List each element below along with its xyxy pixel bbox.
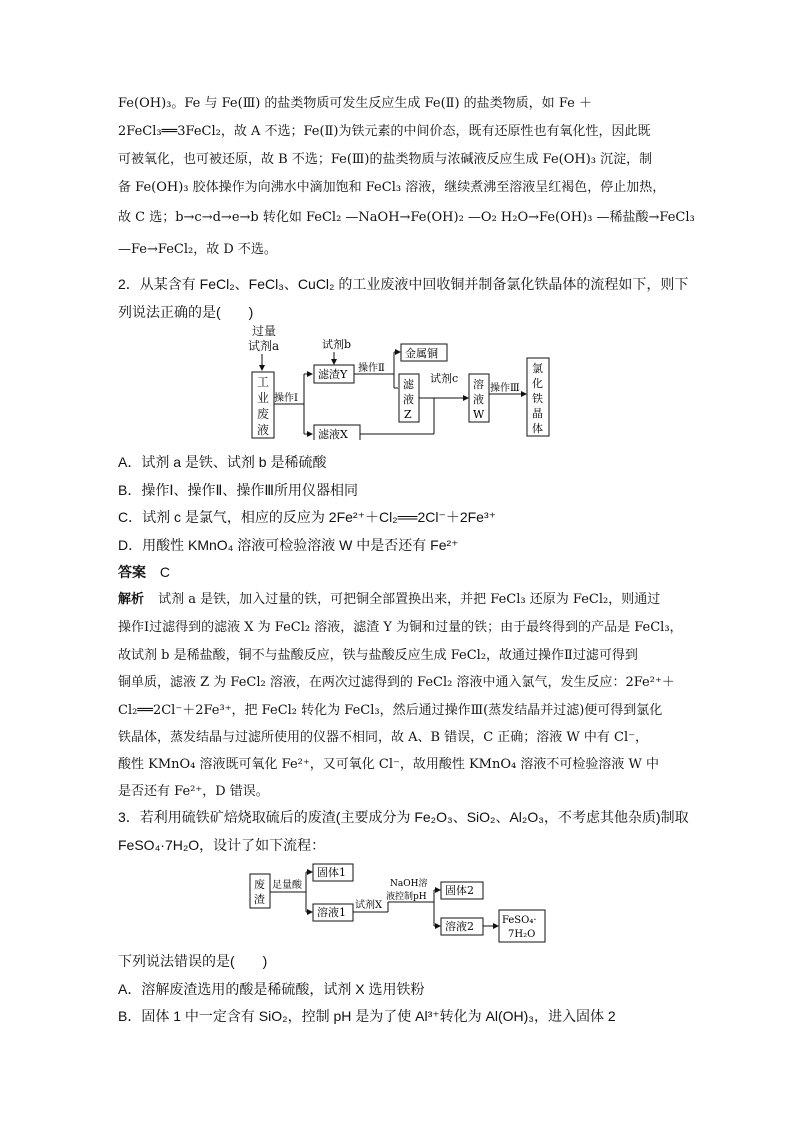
q3-naoh-line2: 液控制pH: [386, 892, 427, 902]
q2-solution-w-char: W: [473, 408, 485, 421]
q2-filtrate-z-char: Z: [404, 408, 412, 421]
q2-product-char: 化: [532, 377, 543, 390]
q2-filtrate-z-char: 液: [403, 393, 414, 406]
prev-solution-line-1: Fe(OH)₃。Fe 与 Fe(Ⅲ) 的盐类物质可发生反应生成 Fe(Ⅱ) 的盐类物质，如 Fe ＋: [118, 96, 592, 111]
q2-option-d: D．用酸性 KMnO₄ 溶液可检验溶液 W 中是否还有 Fe²⁺: [118, 537, 459, 553]
prev-solution-line-4: 备 Fe(OH)₃ 胶体操作为向沸水中滴加饱和 FeCl₃ 溶液，继续煮沸至溶液呈红褐色，停止加热，: [118, 180, 666, 195]
q2-product-char: 体: [532, 422, 543, 435]
q2-answer: [118, 562, 170, 582]
prev-solution-line-6: —Fe→FeCl₂，故 D 不选。: [118, 242, 277, 257]
q2-waste-char: 工: [257, 375, 270, 389]
q3-naoh-line1: NaOH溶: [390, 879, 428, 889]
analysis-text: 试剂 a 是铁，加入过量的铁，可把铜全部置换出来，并把 FeCl₃ 还原为 FeCl₂，则通过: [158, 592, 661, 607]
q3-solid1: 固体1: [317, 866, 346, 879]
q3-solid2: 固体2: [445, 884, 474, 897]
q2-residue-y: 滤渣Y: [318, 368, 348, 381]
q2-analysis-line-4: 铜单质，滤液 Z 为 FeCl₂ 溶液，在两次过滤得到的 FeCl₂ 溶液中通入氯气，发生反应：2Fe²⁺＋: [118, 675, 675, 690]
q3-slag-char: 渣: [254, 893, 265, 906]
q3-stem-line-2: FeSO₄·7H₂O，设计了如下流程：: [118, 837, 326, 853]
q2-solution-w-char: 液: [473, 393, 484, 406]
q3-solution2: 溶液2: [445, 920, 474, 933]
q2-copper: 金属铜: [405, 347, 438, 360]
q2-analysis-line-3: 故试剂 b 是稀盐酸，铜不与盐酸反应，铁与盐酸反应生成 FeCl₂，故通过操作Ⅱ过滤可得到: [118, 648, 638, 663]
q2-reagent-a-line2: 试剂a: [248, 339, 280, 353]
q2-option-c: C．试剂 c 是氯气，相应的反应为 2Fe²⁺＋Cl₂══2Cl⁻＋2Fe³⁺: [118, 509, 497, 525]
q3-product-line1: FeSO₄·: [502, 915, 537, 926]
q2-waste-char: 废: [257, 407, 270, 421]
q3-question: 下列说法错误的是( ): [118, 953, 268, 969]
q2-analysis-line-7: 酸性 KMnO₄ 溶液既可氧化 Fe²⁺，又可氧化 Cl⁻，故用酸性 KMnO₄ 溶液不可检验溶液 W 中: [118, 757, 659, 772]
prev-solution-line-5: 故 C 选；b→c→d→e→b 转化如 FeCl₂ —NaOH→Fe(OH)₂ —O₂ H₂O→Fe(OH)₃ —稀盐酸→FeCl₃: [118, 210, 695, 225]
answer-label: 答案: [118, 564, 146, 580]
q3-slag-char: 废: [254, 878, 265, 891]
q2-option-b: B．操作Ⅰ、操作Ⅱ、操作Ⅲ所用仪器相同: [118, 482, 359, 498]
q2-flow-diagram: [236, 322, 556, 440]
q2-filtrate-x: 滤液X: [318, 428, 348, 440]
q2-op3-label: 操作Ⅲ: [490, 383, 520, 394]
q2-option-a: A．试剂 a 是铁、试剂 b 是稀硫酸: [118, 454, 327, 470]
q2-waste-char: 业: [257, 391, 270, 405]
q2-op1-label: 操作Ⅰ: [274, 393, 298, 404]
q2-waste-char: 液: [257, 423, 270, 437]
q3-flow-diagram: [244, 860, 550, 944]
q2-filtrate-z-char: 滤: [403, 378, 414, 391]
q3-acid-label: 足量酸: [272, 880, 302, 891]
analysis-label: 解析: [118, 592, 145, 607]
q2-reagent-c: 试剂c: [430, 372, 459, 385]
q2-analysis-line-1: [118, 590, 660, 610]
q2-reagent-b: 试剂b: [322, 338, 352, 351]
q2-product-char: 氯: [532, 362, 543, 375]
q2-stem-line-2: 列说法正确的是( ): [118, 304, 254, 320]
answer-value: C: [159, 564, 171, 580]
q2-solution-w-char: 溶: [473, 378, 484, 391]
q3-solution1: 溶液1: [317, 906, 346, 919]
q3-option-a: A．溶解废渣选用的酸是稀硫酸，试剂 X 选用铁粉: [118, 981, 425, 997]
q2-product-char: 铁: [532, 392, 543, 405]
q2-stem-line-1: 2．从某含有 FeCl₂、FeCl₃、CuCl₂ 的工业废液中回收铜并制备氯化铁晶体的流程如下，则下: [118, 276, 689, 292]
q2-analysis-line-5: Cl₂══2Cl⁻＋2Fe³⁺，把 FeCl₂ 转化为 FeCl₃，然后通过操作Ⅲ(蒸发结晶并过滤)便可得到氯化: [118, 703, 663, 718]
q3-option-b: B．固体 1 中一定含有 SiO₂，控制 pH 是为了使 Al³⁺转化为 Al(OH)₃，进入固体 2: [118, 1008, 616, 1024]
q3-product-line2: 7H₂O: [508, 929, 536, 940]
prev-solution-line-3: 可被氧化，也可被还原，故 B 不选；Fe(Ⅲ)的盐类物质与浓碱液反应生成 Fe(OH)₃ 沉淀，制: [118, 152, 653, 167]
q2-analysis-line-8: 是否还有 Fe²⁺，D 错误。: [118, 784, 269, 799]
q2-reagent-a-line1: 过量: [252, 324, 277, 338]
q2-op2-label: 操作Ⅱ: [358, 363, 385, 374]
q2-product-char: 晶: [532, 407, 543, 420]
q2-analysis-line-6: 铁晶体，蒸发结晶与过滤所使用的仪器不相同，故 A、B 错误，C 正确；溶液 W 中有 Cl⁻，: [118, 730, 649, 745]
q2-analysis-line-2: 操作Ⅰ过滤得到的滤液 X 为 FeCl₂ 溶液，滤渣 Y 为铜和过量的铁；由于最终得到的产品是 FeCl₃，: [118, 620, 683, 635]
q3-reagent-x: 试剂X: [355, 900, 383, 911]
q3-stem-line-1: 3．若利用硫铁矿焙烧取硫后的废渣(主要成分为 Fe₂O₃、SiO₂、Al₂O₃，不考虑其他杂质)制取: [118, 809, 689, 825]
prev-solution-line-2: 2FeCl₃══3FeCl₂，故 A 不选；Fe(Ⅱ)为铁元素的中间价态，既有还原性也有氧化性，因此既: [118, 124, 651, 139]
